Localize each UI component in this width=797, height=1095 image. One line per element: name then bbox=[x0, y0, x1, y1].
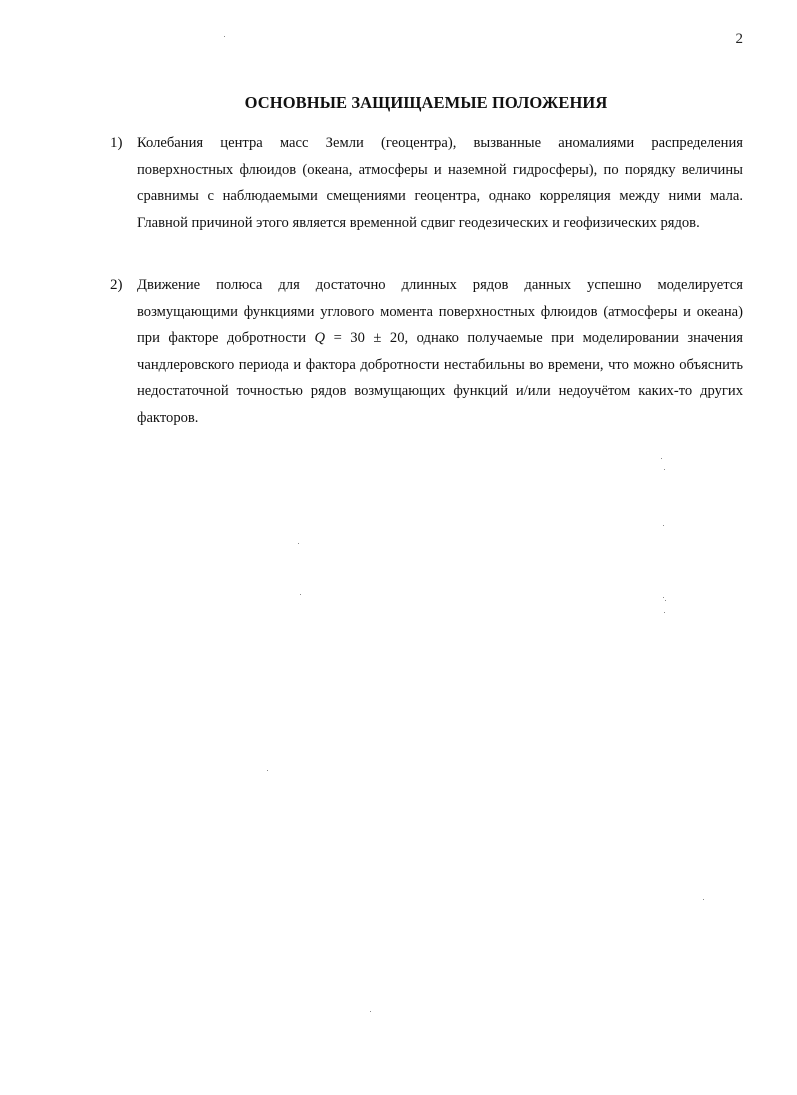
scan-speck bbox=[661, 458, 662, 459]
scan-speck bbox=[665, 600, 666, 601]
list-item-text bbox=[137, 272, 743, 431]
item-text-part-1: Движение полюса для достаточно длинных рядов данных успешно моделируется возмущающими функциями углового момента поверхностных флюидов (атмосферы и океана) при факторе добротности bbox=[137, 277, 743, 346]
scan-speck bbox=[300, 594, 301, 595]
scan-speck bbox=[370, 1011, 371, 1012]
scan-speck bbox=[663, 597, 664, 598]
scan-speck bbox=[267, 770, 268, 771]
quality-factor-value: = 30 ± 20, bbox=[325, 330, 417, 346]
quality-factor-symbol: Q bbox=[314, 330, 326, 346]
scan-speck bbox=[663, 525, 664, 526]
scan-speck bbox=[664, 612, 665, 613]
scan-speck bbox=[703, 899, 704, 900]
scan-speck bbox=[298, 543, 299, 544]
scan-speck bbox=[664, 469, 665, 470]
list-item-text: Колебания центра масс Земли (геоцентра), вызванные аномалиями распределения поверхностных флюидов (океана, атмосферы и наземной гидросферы), по порядку величины сравнимы с наблюдаемыми смещениями геоцентра, однако корреляция между ними мала. Главной причиной этого является временной сдвиг геодезических и геофизических рядов. bbox=[137, 135, 743, 231]
item-text-part-2: однако получаемые при моделировании значения чандлеровского периода и фактора добротности нестабильны во времени, что можно объяснить недостаточной точностью рядов возмущающих функций и/или недоучётом каких-то других факторов. bbox=[137, 330, 743, 426]
list-item-number: 2) bbox=[110, 277, 123, 293]
list-item-number: 1) bbox=[110, 135, 123, 151]
scan-speck bbox=[224, 36, 225, 37]
page-number: 2 bbox=[735, 31, 743, 47]
list-item bbox=[110, 130, 743, 236]
page-title: ОСНОВНЫЕ ЗАЩИЩАЕМЫЕ ПОЛОЖЕНИЯ bbox=[244, 93, 608, 112]
list-item bbox=[110, 272, 743, 431]
